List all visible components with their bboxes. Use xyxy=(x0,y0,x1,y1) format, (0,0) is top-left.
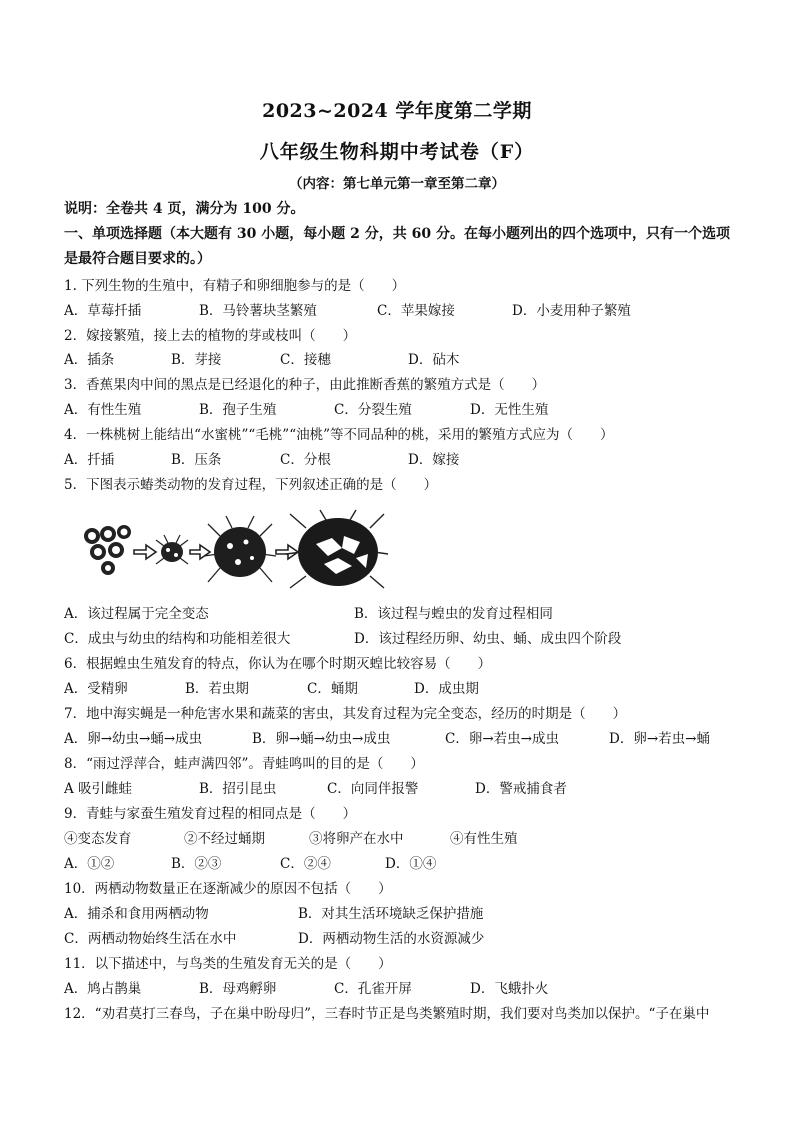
option-b: B．孢子生殖 xyxy=(199,402,277,418)
option-b: B．马铃薯块茎繁殖 xyxy=(199,303,317,319)
option-c: C．分根 xyxy=(280,452,331,468)
question-stem: 8．“雨过浮萍合，蛙声满四邻”。青蛙鸣叫的目的是（ ） xyxy=(64,756,424,772)
option-b: B．若虫期 xyxy=(185,681,249,697)
option-b: B．母鸡孵卵 xyxy=(199,981,277,997)
nymph-large-icon xyxy=(204,516,276,582)
question-options xyxy=(64,927,744,947)
option-d: D．飞蛾扑火 xyxy=(470,981,549,997)
arrow-icon xyxy=(276,545,298,559)
exam-instructions: 说明：全卷共 4 页，满分为 100 分。 xyxy=(64,201,305,217)
option-d: D．砧木 xyxy=(408,352,460,368)
option-a: A．扦插 xyxy=(64,452,115,468)
arrow-icon xyxy=(190,545,210,559)
option-b: B．招引昆虫 xyxy=(199,781,277,797)
question-options xyxy=(64,677,744,697)
option-b: B．压条 xyxy=(171,452,222,468)
question-stem: 1. 下列生物的生殖中，有精子和卵细胞参与的是（ ） xyxy=(64,278,406,294)
option-a: A．捕杀和食用两栖动物 xyxy=(64,906,209,922)
question-stem: 2．嫁接繁殖，接上去的植物的芽或枝叫（ ） xyxy=(64,328,357,344)
option-a: A．受精卵 xyxy=(64,681,128,697)
question-options xyxy=(64,977,744,997)
question-stem: 4．一株桃树上能结出“水蜜桃”“毛桃”“油桃”等不同品种的桃，采用的繁殖方式应为（ ） xyxy=(64,427,614,443)
option-d: D．成虫期 xyxy=(414,681,479,697)
nymph-small-icon xyxy=(156,535,188,564)
option-a: A 吸引雌蛙 xyxy=(64,781,133,797)
question-stem: 11．以下描述中，与鸟类的生殖发育无关的是（ ） xyxy=(64,956,392,972)
section-heading: 一、单项选择题（本大题有 30 小题，每小题 2 分，共 60 分。在每小题列出的四个选项中，只有一个选项是最符合题目要求的。） xyxy=(64,226,730,267)
question-options xyxy=(64,602,744,622)
option-a: A．鸠占鹊巢 xyxy=(64,981,142,997)
option-c: C．成虫与幼虫的结构和功能相差很大 xyxy=(64,631,291,647)
question-stem: 10．两栖动物数量正在逐渐减少的原因不包括（ ） xyxy=(64,881,392,897)
option-c: C．分裂生殖 xyxy=(334,402,412,418)
option-d: D．该过程经历卵、幼虫、蛹、成虫四个阶段 xyxy=(354,631,622,647)
question-stem: 3．香蕉果肉中间的黑点是已经退化的种子，由此推断香蕉的繁殖方式是（ ） xyxy=(64,377,546,393)
option-d: D．①④ xyxy=(385,856,437,872)
option-b: B．卵→蛹→幼虫→成虫 xyxy=(252,731,391,747)
option-c: C．孔雀开屏 xyxy=(334,981,412,997)
question-stem: 7．地中海实蝇是一种危害水果和蔬菜的害虫，其发育过程为完全变态，经历的时期是（ ） xyxy=(64,706,627,722)
option-d: D．卵→若虫→蛹 xyxy=(609,731,710,747)
option-a: A．卵→幼虫→蛹→成虫 xyxy=(64,731,203,747)
question-options xyxy=(64,627,744,647)
exam-subject-title: 八年级生物科期中考试卷（F） xyxy=(259,141,535,163)
egg-cluster-icon xyxy=(84,525,131,575)
option-d: D．两栖动物生活的水资源减少 xyxy=(298,931,485,947)
statement-4: ④有性生殖 xyxy=(450,831,518,847)
option-d: D．嫁接 xyxy=(408,452,460,468)
question-options xyxy=(64,398,744,418)
question-options xyxy=(64,852,744,872)
option-a: A．①② xyxy=(64,856,115,872)
question-stem: 5．下图表示蝽类动物的发育过程，下列叙述正确的是（ ） xyxy=(64,477,438,493)
question-stem: 9．青蛙与家蚕生殖发育过程的相同点是（ ） xyxy=(64,806,357,822)
option-a: A．有性生殖 xyxy=(64,402,142,418)
option-b: B．②③ xyxy=(171,856,222,872)
option-c: C．两栖动物始终生活在水中 xyxy=(64,931,237,947)
question-options xyxy=(64,727,744,747)
option-c: C．向同伴报警 xyxy=(327,781,419,797)
question-statements xyxy=(64,827,744,847)
question-options xyxy=(64,299,744,319)
adult-stinkbug-icon xyxy=(286,510,388,588)
option-c: C．苹果嫁接 xyxy=(377,303,455,319)
question-options xyxy=(64,448,744,468)
question-stem: 6．根据蝗虫生殖发育的特点，你认为在哪个时期灭蝗比较容易（ ） xyxy=(64,656,492,672)
statement-1: ④变态发育 xyxy=(64,831,132,847)
exam-year-title: 2023~2024 学年度第二学期 xyxy=(262,100,532,122)
arrow-icon xyxy=(134,545,156,559)
stinkbug-development-figure xyxy=(80,508,390,590)
question-stem: 12．“劝君莫打三春鸟，子在巢中盼母归”，三春时节正是鸟类繁殖时期，我们要对鸟类加以保护。“子在巢中 xyxy=(64,1006,710,1022)
exam-content-scope: （内容：第七单元第一章至第二章） xyxy=(289,176,505,192)
question-options xyxy=(64,777,744,797)
option-a: A．草莓扦插 xyxy=(64,303,142,319)
statement-3: ③将卵产在水中 xyxy=(309,831,404,847)
option-d: D．警戒捕食者 xyxy=(475,781,567,797)
option-c: C．蛹期 xyxy=(307,681,358,697)
question-options xyxy=(64,348,744,368)
option-b: B．对其生活环境缺乏保护措施 xyxy=(298,906,484,922)
option-b: B．该过程与蝗虫的发育过程相同 xyxy=(354,606,553,622)
option-a: A．该过程属于完全变态 xyxy=(64,606,209,622)
question-options xyxy=(64,902,744,922)
option-a: A．插条 xyxy=(64,352,115,368)
option-d: D．无性生殖 xyxy=(470,402,549,418)
option-d: D．小麦用种子繁殖 xyxy=(512,303,631,319)
option-c: C．接穗 xyxy=(280,352,331,368)
option-c: C．②④ xyxy=(280,856,331,872)
option-b: B．芽接 xyxy=(171,352,222,368)
statement-2: ②不经过蛹期 xyxy=(184,831,265,847)
option-c: C．卵→若虫→成虫 xyxy=(445,731,559,747)
